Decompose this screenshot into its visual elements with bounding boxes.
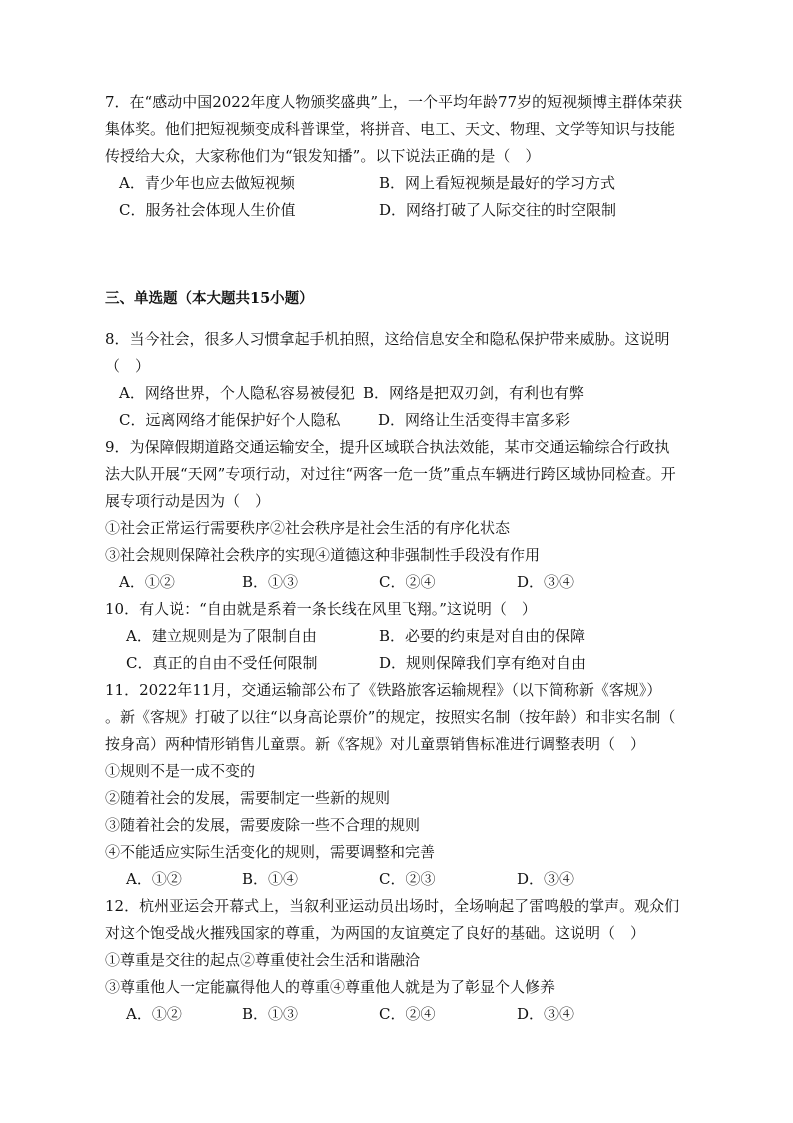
q11-statement-1: ①规则不是一成不变的 <box>105 762 256 780</box>
q8-option-d[interactable]: D．网络让生活变得丰富多彩 <box>378 411 571 429</box>
q9-stem-line-2: 法大队开展“天网”专项行动，对过往“两客一危一货”重点车辆进行跨区域协同检查。开 <box>105 465 676 483</box>
q10-option-d[interactable]: D．规则保障我们享有绝对自由 <box>379 654 587 672</box>
q12-option-d[interactable]: D．③④ <box>517 1005 575 1023</box>
q11-option-d[interactable]: D．③④ <box>517 870 575 888</box>
q12-statement-line-1: ①尊重是交往的起点②尊重使社会生活和谐融洽 <box>105 951 421 969</box>
q11-stem-line-2: 。新《客规》打破了以往“以身高论票价”的规定，按照实名制（按年龄）和非实名制（ <box>105 708 676 726</box>
q11-stem-line-1: 11．2022年11月，交通运输部公布了《铁路旅客运输规程》（以下简称新《客规》） <box>105 681 662 699</box>
q7-stem-line-2: 集体奖。他们把短视频变成科普课堂，将拼音、电工、天文、物理、文学等知识与技能 <box>105 120 676 138</box>
q8-stem-line-1: 8．当今社会，很多人习惯拿起手机拍照，这给信息安全和隐私保护带来威胁。这说明 <box>105 330 670 348</box>
q9-option-a[interactable]: A．①② <box>119 573 175 591</box>
q9-stem-line-3: 展专项行动是因为（ ） <box>105 492 271 510</box>
q9-option-c[interactable]: C．②④ <box>379 573 436 591</box>
q8-option-b[interactable]: B．网络是把双刃剑，有利也有弊 <box>363 384 585 402</box>
q12-option-b[interactable]: B．①③ <box>242 1005 299 1023</box>
q12-stem-line-1: 12．杭州亚运会开幕式上，当叙利亚运动员出场时，全场响起了雷鸣般的掌声。观众们 <box>105 897 680 915</box>
q11-statement-2: ②随着社会的发展，需要制定一些新的规则 <box>105 789 391 807</box>
q12-option-c[interactable]: C．②④ <box>379 1005 436 1023</box>
q7-stem-line-3: 传授给大众，大家称他们为“银发知播”。以下说法正确的是（ ） <box>105 147 541 165</box>
q10-option-a[interactable]: A．建立规则是为了限制自由 <box>126 627 317 645</box>
q10-option-b[interactable]: B．必要的约束是对自由的保障 <box>379 627 586 645</box>
q11-option-c[interactable]: C．②③ <box>379 870 436 888</box>
q9-option-b[interactable]: B．①③ <box>242 573 299 591</box>
q9-statement-line-1: ①社会正常运行需要秩序②社会秩序是社会生活的有序化状态 <box>105 519 511 537</box>
q11-stem-line-3: 按身高）两种情形销售儿童票。新《客规》对儿童票销售标准进行调整表明（ ） <box>105 735 646 753</box>
q10-option-c[interactable]: C．真正的自由不受任何限制 <box>126 654 318 672</box>
q11-statement-3: ③随着社会的发展，需要废除一些不合理的规则 <box>105 816 421 834</box>
q9-statement-line-2: ③社会规则保障社会秩序的实现④道德这种非强制性手段没有作用 <box>105 546 541 564</box>
q9-stem-line-1: 9．为保障假期道路交通运输安全，提升区域联合执法效能，某市交通运输综合行政执 <box>105 438 670 456</box>
q10-stem-line-1: 10．有人说：“自由就是系着一条长线在风里飞翔。”这说明（ ） <box>105 600 537 618</box>
q8-option-a[interactable]: A．网络世界，个人隐私容易被侵犯 <box>119 384 355 402</box>
q12-option-a[interactable]: A．①② <box>126 1005 182 1023</box>
q7-stem-line-1: 7．在“感动中国2022年度人物颁奖盛典”上，一个平均年龄77岁的短视频博主群体荣获 <box>105 93 683 111</box>
q7-option-d[interactable]: D．网络打破了人际交往的时空限制 <box>379 201 617 219</box>
q12-statement-line-2: ③尊重他人一定能赢得他人的尊重④尊重他人就是为了彰显个人修养 <box>105 978 556 996</box>
q7-option-a[interactable]: A．青少年也应去做短视频 <box>119 174 295 192</box>
q11-option-a[interactable]: A．①② <box>126 870 182 888</box>
q11-option-b[interactable]: B．①④ <box>242 870 299 888</box>
q7-option-b[interactable]: B．网上看短视频是最好的学习方式 <box>379 174 616 192</box>
q7-option-c[interactable]: C．服务社会体现人生价值 <box>119 201 296 219</box>
q11-statement-4: ④不能适应实际生活变化的规则，需要调整和完善 <box>105 843 436 861</box>
q12-stem-line-2: 对这个饱受战火摧残国家的尊重，为两国的友谊奠定了良好的基础。这说明（ ） <box>105 924 646 942</box>
q9-option-d[interactable]: D．③④ <box>517 573 575 591</box>
section-title: 三、单选题（本大题共15小题） <box>105 290 314 307</box>
q8-option-c[interactable]: C．远离网络才能保护好个人隐私 <box>119 411 341 429</box>
q8-stem-line-2: （ ） <box>105 357 151 375</box>
